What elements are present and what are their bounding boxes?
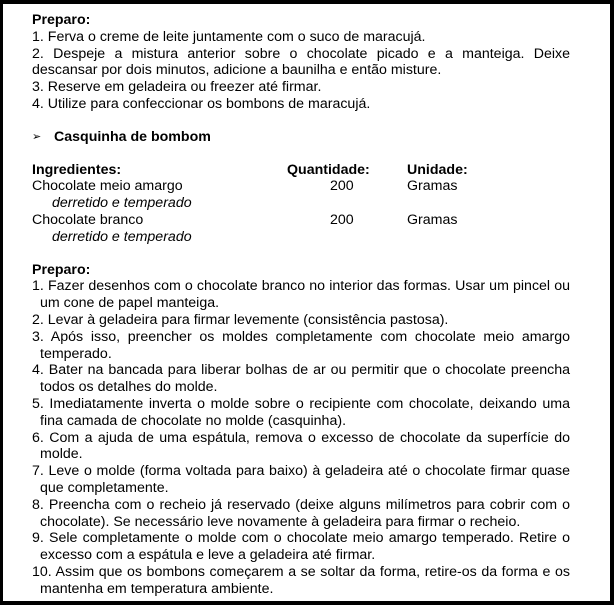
step: 10. Assim que os bombons começarem a se soltar da forma, retire-os da forma e os mantenha em temperatura ambiente. xyxy=(32,563,570,597)
ingredient-unit: Gramas xyxy=(407,211,458,228)
ingredient-name: Chocolate meio amargo xyxy=(32,178,183,195)
ingredient-name: Chocolate branco xyxy=(32,211,144,228)
section-title xyxy=(32,129,570,146)
step: 2. Despeje a mistura anterior sobre o chocolate picado e a manteiga. Deixe descansar por dois minutos, adicione a baunilha e então misture. xyxy=(32,45,570,79)
step: 3. Reserve em geladeira ou freezer até firmar. xyxy=(32,79,322,96)
step: 5. Imediatamente inverta o molde sobre o recipiente com chocolate, deixando uma fina camada de chocolate no molde (casquinha). xyxy=(32,395,570,429)
header-ingredients: Ingredientes: xyxy=(32,161,122,178)
ingredient-quantity: 200 xyxy=(330,178,354,195)
table-row xyxy=(32,212,570,229)
prep-heading-1: Preparo: xyxy=(32,12,91,28)
step: 8. Preencha com o recheio já reservado (deixe alguns milímetros para cobrir com o chocolate). Se necessário leve novamente à geladeira para firmar o recheio. xyxy=(32,496,570,530)
ingredient-note: derretido e temperado xyxy=(52,228,192,245)
ingredient-quantity: 200 xyxy=(330,211,354,228)
ingredient-note: derretido e temperado xyxy=(52,195,192,212)
table-row xyxy=(32,178,570,195)
ingredient-unit: Gramas xyxy=(407,178,458,195)
step: 1. Ferva o creme de leite juntamente com o suco de maracujá. xyxy=(32,28,426,45)
prep-steps-list xyxy=(32,278,570,597)
step: 9. Sele completamente o molde com o chocolate meio amargo temperado. Retire o excesso com a espátula e leve a geladeira até firmar. xyxy=(32,530,570,564)
arrow-bullet-icon: ➢ xyxy=(32,130,42,143)
step: 6. Com a ajuda de uma espátula, remova o excesso de chocolate da superfície do molde. xyxy=(32,429,570,463)
step: 4. Bater na bancada para liberar bolhas de ar ou permitir que o chocolate preencha todos os detalhes do molde. xyxy=(32,362,570,396)
document-page xyxy=(3,4,610,601)
section-title-text: Casquinha de bombom xyxy=(54,128,211,145)
header-unit: Unidade: xyxy=(407,161,468,178)
header-quantity: Quantidade: xyxy=(287,161,370,178)
ingredients-table xyxy=(32,162,570,246)
step: 7. Leve o molde (forma voltada para baixo) à geladeira até o chocolate firmar quase que completamente. xyxy=(32,463,570,496)
prep-heading-2: Preparo: xyxy=(32,261,91,278)
table-header xyxy=(32,162,570,179)
step: 2. Levar à geladeira para firmar levemente (consistência pastosa). xyxy=(32,311,449,328)
step: 4. Utilize para confeccionar os bombons de maracujá. xyxy=(32,95,371,112)
step: 1. Fazer desenhos com o chocolate branco no interior das formas. Usar um pincel ou um cone de papel manteiga. xyxy=(32,278,570,312)
step: 3. Após isso, preencher os moldes completamente com chocolate meio amargo temperado. xyxy=(32,328,570,362)
recipe-content xyxy=(32,12,570,598)
